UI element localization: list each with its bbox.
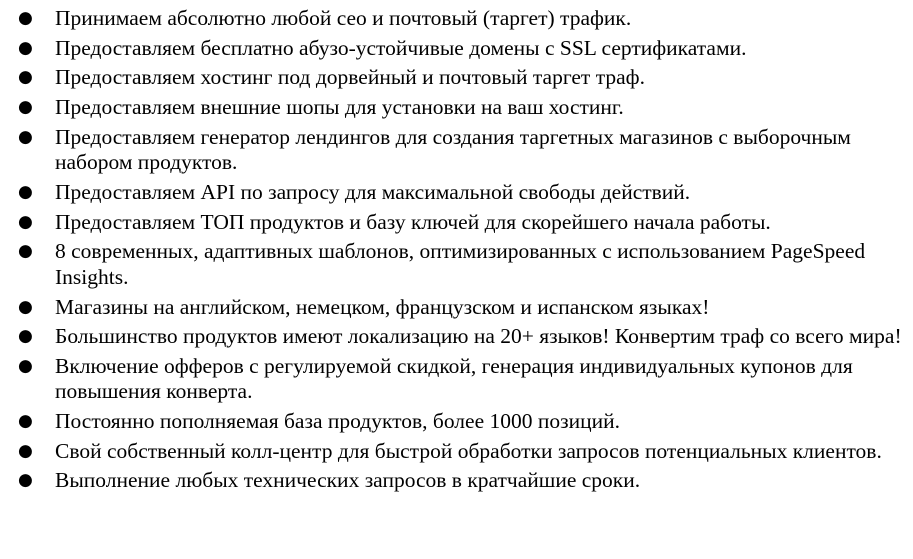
list-item (0, 295, 913, 321)
bullet-icon: ● (18, 211, 33, 232)
bullet-icon: ● (18, 241, 33, 262)
bullet-icon: ● (18, 181, 33, 202)
bullet-icon: ● (18, 470, 33, 491)
list-item-text: Предоставляем API по запросу для максимальной свободы действий. (55, 179, 691, 204)
bullet-icon: ● (18, 411, 33, 432)
list-item (0, 409, 913, 435)
bullet-icon: ● (18, 8, 33, 28)
list-item (0, 6, 913, 32)
bullet-icon: ● (18, 326, 33, 347)
bullet-icon: ● (18, 296, 33, 317)
bullet-icon: ● (18, 355, 33, 376)
list-item (0, 239, 913, 290)
list-item (0, 180, 913, 206)
bullet-icon: ● (18, 37, 33, 58)
list-item (0, 439, 913, 465)
list-item (0, 354, 913, 405)
list-item-text: Включение офферов с регулируемой скидкой, генерация индивидуальных купонов для повышения конверта. (55, 353, 853, 404)
list-item-text: 8 современных, адаптивных шаблонов, оптимизированных с использованием PageSpeed Insights. (55, 239, 866, 289)
list-item (0, 125, 913, 176)
list-item-text: Предоставляем хостинг под дорвейный и почтовый таргет траф. (55, 65, 645, 90)
bullet-list (0, 6, 913, 494)
list-item-text: Предоставляем ТОП продуктов и базу ключей для скорейшего начала работы. (55, 209, 771, 234)
list-item-text: Предоставляем внешние шопы для установки на ваш хостинг. (55, 95, 624, 120)
list-item (0, 65, 913, 91)
list-item (0, 95, 913, 121)
bullet-icon: ● (18, 440, 33, 461)
list-item-text: Постоянно пополняемая база продуктов, более 1000 позиций. (55, 409, 621, 434)
bullet-icon: ● (18, 97, 33, 118)
bullet-icon: ● (18, 126, 33, 147)
list-item (0, 36, 913, 62)
bullet-icon: ● (18, 67, 33, 88)
list-item-text: Предоставляем бесплатно абузо-устойчивые домены с SSL сертификатами. (55, 35, 747, 60)
list-item-text: Свой собственный колл-центр для быстрой обработки запросов потенциальных клиентов. (55, 438, 882, 463)
list-item (0, 210, 913, 236)
list-item-text: Предоставляем генератор лендингов для создания таргетных магазинов с выборочным набором продуктов. (55, 124, 851, 175)
list-item-text: Принимаем абсолютно любой сео и почтовый (таргет) трафик. (55, 6, 632, 30)
list-item (0, 468, 913, 494)
list-item (0, 324, 913, 350)
list-item-text: Магазины на английском, немецком, французском и испанском языках! (55, 294, 710, 319)
list-item-text: Выполнение любых технических запросов в кратчайшие сроки. (55, 468, 641, 493)
list-item-text: Большинство продуктов имеют локализацию на 20+ языков! Конвертим траф со всего мира! (55, 324, 902, 349)
